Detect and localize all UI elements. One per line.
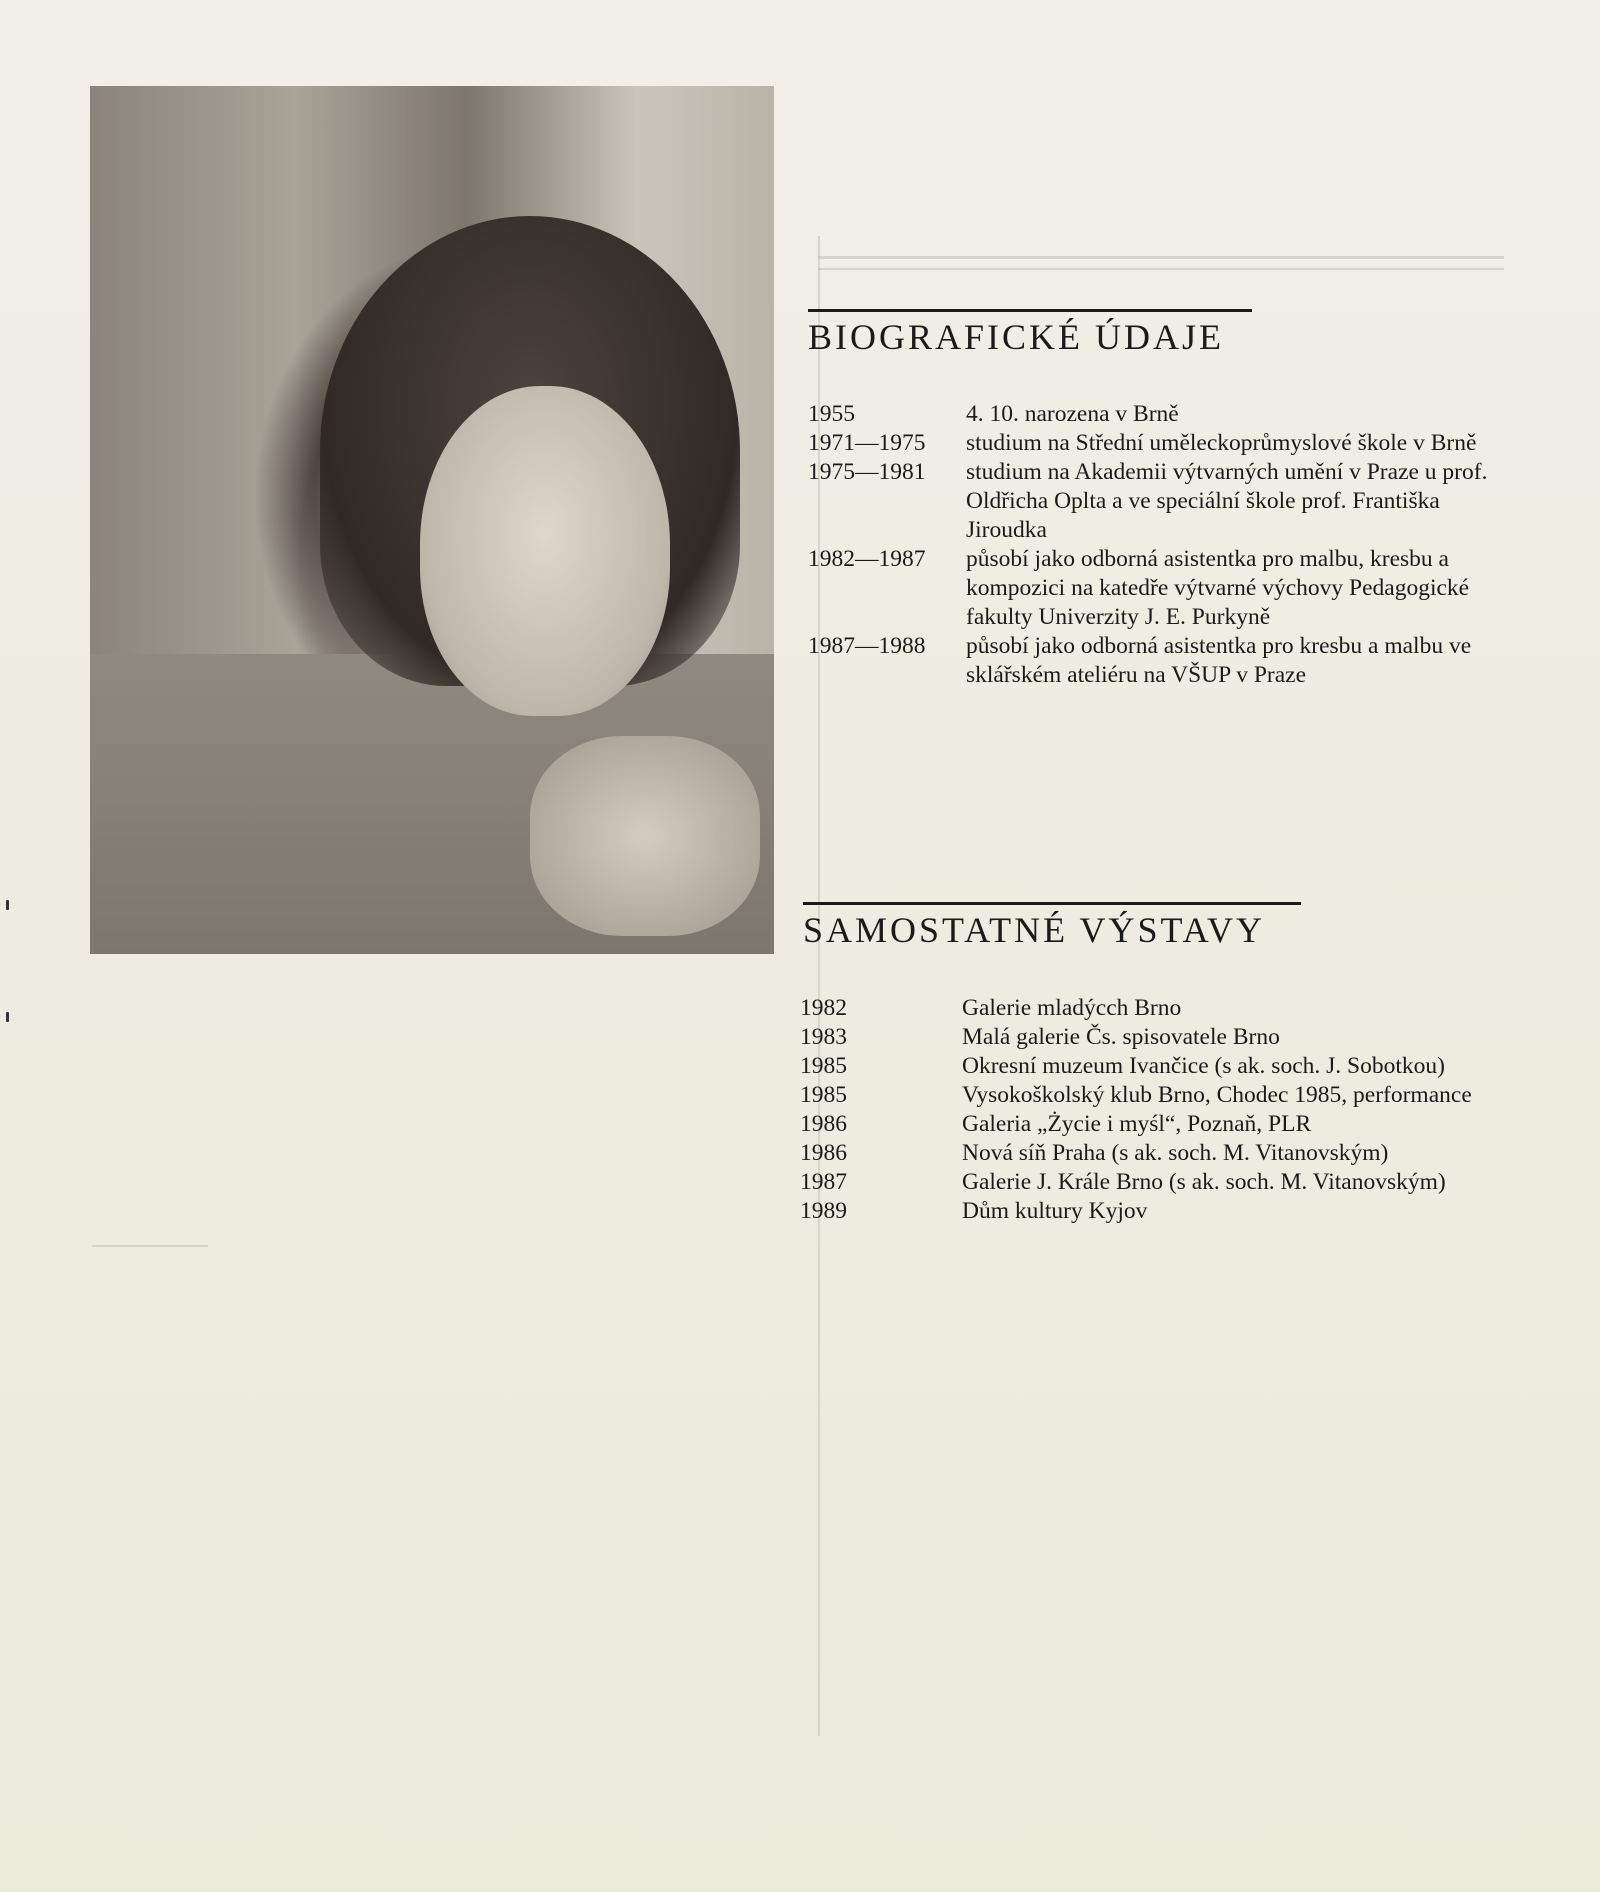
- exhibition-year: 1986: [800, 1140, 847, 1166]
- photo-hands-area: [530, 736, 760, 936]
- binding-mark: [6, 900, 9, 910]
- show-through-rule: [818, 256, 1504, 259]
- exhibition-text: Dům kultury Kyjov: [962, 1198, 1148, 1224]
- exhibition-text: Galerie J. Krále Brno (s ak. soch. M. Vitanovským): [962, 1169, 1446, 1195]
- biography-text: 4. 10. narozena v Brně: [966, 401, 1179, 427]
- biography-year: 1975—1981: [808, 459, 926, 485]
- exhibition-year: 1986: [800, 1111, 847, 1137]
- exhibition-year: 1989: [800, 1198, 847, 1224]
- exhibition-entry: [800, 994, 1494, 1023]
- biography-rule: [808, 309, 1252, 312]
- exhibition-text: Okresní muzeum Ivančice (s ak. soch. J. Sobotkou): [962, 1053, 1445, 1079]
- biography-entry: [808, 545, 1498, 632]
- biography-text: působí jako odborná asistentka pro kresbu a malbu ve sklářském ateliéru na VŠUP v Praze: [966, 633, 1472, 688]
- biography-text: studium na Střední uměleckoprůmyslové škole v Brně: [966, 430, 1477, 456]
- biography-year: 1971—1975: [808, 430, 926, 456]
- exhibition-entry: [800, 1052, 1494, 1081]
- biography-list: [808, 400, 1498, 690]
- portrait-photo: [90, 86, 774, 954]
- binding-mark: [6, 1012, 9, 1022]
- exhibition-text: Vysokoškolský klub Brno, Chodec 1985, performance: [962, 1082, 1472, 1108]
- exhibition-year: 1985: [800, 1053, 847, 1079]
- exhibition-text: Galeria „Życie i myśl“, Poznaň, PLR: [962, 1111, 1312, 1137]
- biography-text: působí jako odborná asistentka pro malbu, kresbu a kompozici na katedře výtvarné výchovy Pedagogické fakulty Univerzity J. E. Purkyně: [966, 546, 1470, 630]
- exhibition-text: Galerie mladýcch Brno: [962, 995, 1182, 1021]
- exhibition-entry: [800, 1139, 1494, 1168]
- biography-text: studium na Akademii výtvarných umění v Praze u prof. Oldřicha Oplta a ve speciální škole prof. Františka Jiroudka: [966, 459, 1488, 543]
- photo-face-area: [420, 386, 670, 716]
- biography-heading: BIOGRAFICKÉ ÚDAJE: [808, 317, 1225, 357]
- biography-entry: [808, 429, 1498, 458]
- biography-year: 1982—1987: [808, 546, 926, 572]
- biography-entry: [808, 458, 1498, 545]
- exhibitions-rule: [803, 902, 1301, 905]
- biography-year: 1987—1988: [808, 633, 926, 659]
- exhibition-text: Nová síň Praha (s ak. soch. M. Vitanovským): [962, 1140, 1389, 1166]
- exhibition-entry: [800, 1197, 1494, 1226]
- biography-entry: [808, 400, 1498, 429]
- exhibition-year: 1985: [800, 1082, 847, 1108]
- exhibition-entry: [800, 1081, 1494, 1110]
- exhibition-year: 1982: [800, 995, 847, 1021]
- biography-entry: [808, 632, 1498, 690]
- exhibition-year: 1983: [800, 1024, 847, 1050]
- exhibitions-list: [800, 994, 1494, 1226]
- exhibitions-heading: SAMOSTATNÉ VÝSTAVY: [803, 910, 1265, 950]
- biography-year: 1955: [808, 401, 855, 427]
- exhibition-entry: [800, 1110, 1494, 1139]
- show-through-rule: [818, 268, 1504, 270]
- show-through-rule: [92, 1245, 208, 1247]
- exhibition-year: 1987: [800, 1169, 847, 1195]
- exhibition-entry: [800, 1168, 1494, 1197]
- exhibition-entry: [800, 1023, 1494, 1052]
- exhibition-text: Malá galerie Čs. spisovatele Brno: [962, 1024, 1280, 1050]
